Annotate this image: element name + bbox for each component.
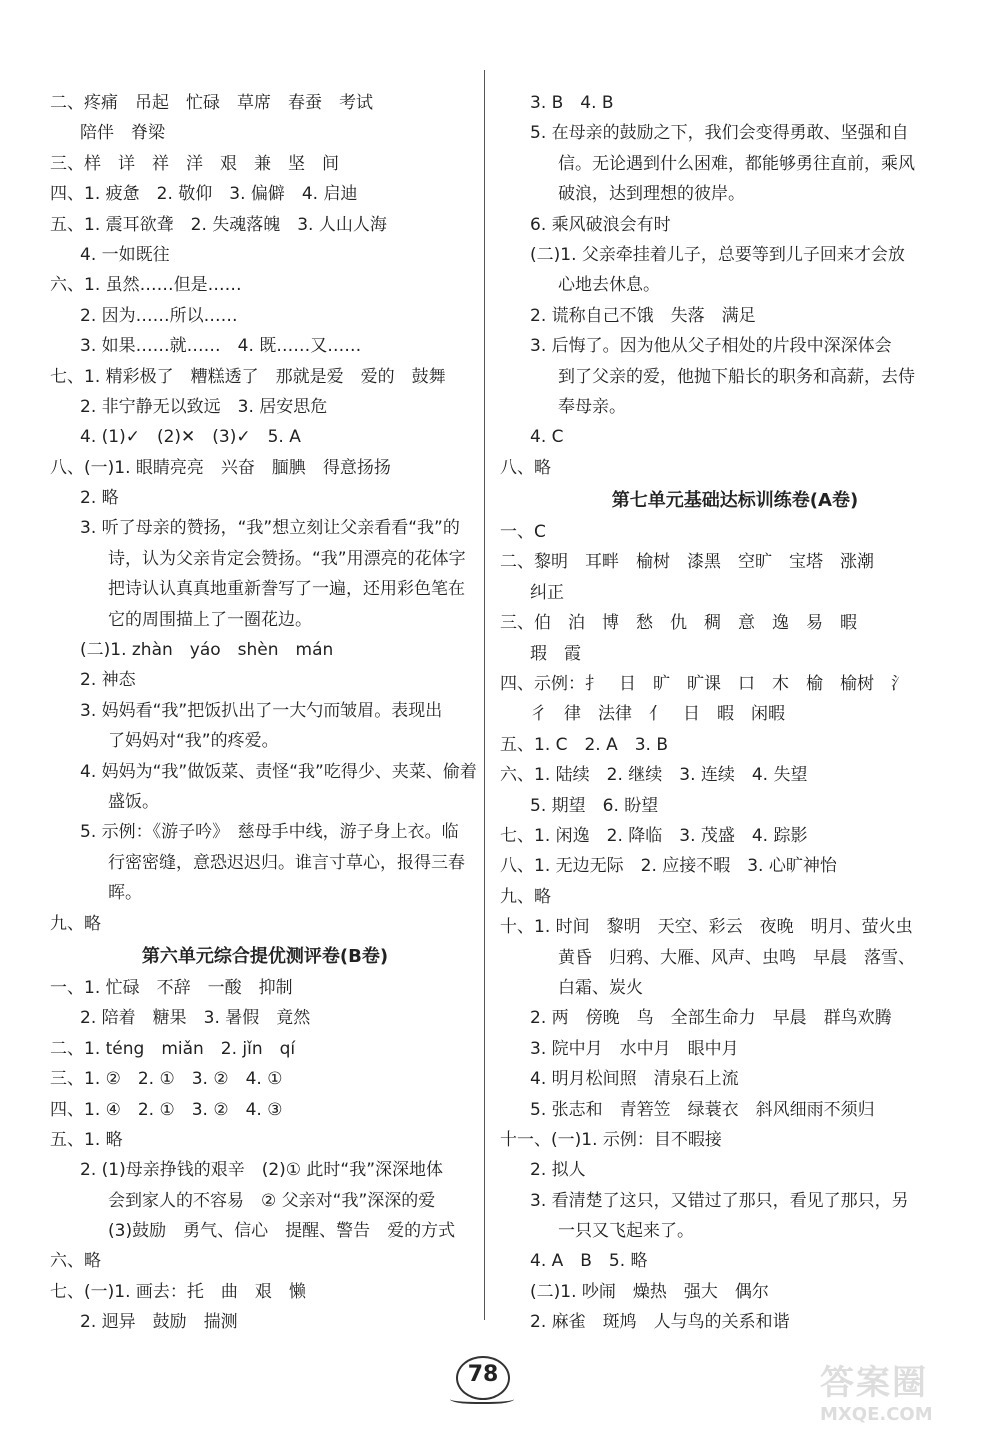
answer-line: 6. 乘风破浪会有时 (530, 214, 671, 235)
answer-line: 九、略 (50, 913, 101, 934)
answer-line: 3. 后悔了。因为他从父子相处的片段中深深体会 (530, 336, 892, 357)
answer-line: 晖。 (108, 883, 142, 904)
answer-line: 八、1. 无边无际 2. 应接不暇 3. 心旷神怡 (500, 856, 837, 877)
answer-line: 3. 院中月 水中月 眼中月 (530, 1038, 739, 1059)
answer-line: 2. 陪着 糖果 3. 暑假 竟然 (80, 1008, 311, 1029)
answer-line: 五、1. 震耳欲聋 2. 失魂落魄 3. 人山人海 (50, 214, 387, 235)
watermark (820, 1355, 985, 1435)
answer-line: 纠正 (530, 582, 564, 603)
page-number: 78 (467, 1362, 499, 1387)
answer-line: 二、1. téng miǎn 2. jǐn qí (50, 1038, 296, 1059)
right-column (500, 88, 970, 1338)
answer-line: 3. B 4. B (530, 93, 614, 113)
answer-line: 把诗认认真真地重新誊写了一遍，还用彩色笔在 (108, 579, 465, 600)
answer-line: 彳 律 法律 亻 日 暇 闲暇 (530, 704, 785, 725)
answer-line: 四、示例：扌 日 旷 旷课 口 木 榆 榆树 氵 (500, 674, 908, 695)
answer-line: 五、1. 略 (50, 1129, 123, 1150)
answer-line: 2. 略 (80, 488, 119, 509)
answer-line: 盛饭。 (108, 791, 159, 812)
answer-line: 奉母亲。 (558, 396, 626, 417)
answer-line: 3. 如果……就…… 4. 既……又…… (80, 336, 362, 357)
answer-line: 2. 因为……所以…… (80, 305, 238, 326)
answer-line: 四、1. ④ 2. ① 3. ② 4. ③ (50, 1099, 283, 1120)
answer-line: (二)1. zhàn yáo shèn mán (80, 640, 334, 661)
answer-line: 信。无论遇到什么困难，都能够勇往直前，乘风 (558, 153, 915, 174)
left-column (50, 88, 480, 1338)
answer-line: 八、略 (500, 457, 551, 478)
watermark-logo: 答案圈 (820, 1363, 928, 1403)
answer-line: (3)鼓励 勇气、信心 提醒、警告 爱的方式 (108, 1221, 456, 1242)
answer-line: 4. A B 5. 略 (530, 1251, 648, 1272)
answer-line: 行密密缝，意恐迟迟归。谁言寸草心，报得三春 (108, 852, 465, 873)
answer-line: 4. C (530, 427, 564, 448)
answer-line: 会到家人的不容易 ② 父亲对“我”深深的爱 (108, 1190, 436, 1211)
answer-line: 六、1. 虽然……但是…… (50, 275, 242, 296)
answer-line: 十一、(一)1. 示例：目不暇接 (500, 1129, 722, 1150)
answer-line: 二、疼痛 吊起 忙碌 草席 春蚕 考试 (50, 93, 373, 113)
answer-line: 3. 妈妈看“我”把饭扒出了一大勺而皱眉。表现出 (80, 700, 443, 721)
answer-line: 2. 非宁静无以致远 3. 居安思危 (80, 396, 328, 417)
answer-line: 2. 迥异 鼓励 揣测 (80, 1312, 238, 1333)
answer-line: 三、伯 泊 博 愁 仇 稠 意 逸 易 暇 (500, 613, 857, 634)
answer-line: 4. 明月松间照 清泉石上流 (530, 1069, 739, 1090)
answer-line: (二)1. 父亲牵挂着儿子，总要等到儿子回来才会放 (530, 244, 905, 265)
answer-line: 七、(一)1. 画去：托 曲 艰 懒 (50, 1281, 306, 1302)
answer-line: 瑕 霞 (530, 643, 581, 664)
answer-line: 十、1. 时间 黎明 天空、彩云 夜晚 明月、萤火虫 (500, 917, 913, 938)
answer-line: 八、(一)1. 眼睛亮亮 兴奋 腼腆 得意扬扬 (50, 457, 391, 478)
answer-line: 一、C (500, 522, 546, 543)
answer-line: 四、1. 疲惫 2. 敬仰 3. 偏僻 4. 启迪 (50, 184, 358, 205)
answer-line: 4. (1)✓ (2)✕ (3)✓ 5. A (80, 427, 301, 448)
answer-line: 5. 期望 6. 盼望 (530, 795, 659, 816)
answer-line: 5. 示例：《游子吟》 慈母手中线，游子身上衣。临 (80, 822, 459, 843)
answer-line: 5. 张志和 青箬笠 绿蓑衣 斜风细雨不须归 (530, 1099, 875, 1120)
answer-line: 五、1. C 2. A 3. B (500, 734, 669, 755)
answer-line: 陪伴 脊梁 (80, 123, 165, 144)
answer-line: 九、略 (500, 886, 551, 907)
answer-line: 破浪，达到理想的彼岸。 (558, 184, 745, 205)
answer-line: 2. 神态 (80, 670, 136, 691)
answer-line: 心地去休息。 (558, 275, 660, 296)
answer-line: 2. 两 傍晚 鸟 全部生命力 早晨 群鸟欢腾 (530, 1008, 892, 1029)
frog-feet-icon (450, 1392, 514, 1404)
answer-line: 白霜、炭火 (558, 977, 643, 998)
answer-line: 5. 在母亲的鼓励之下，我们会变得勇敢、坚强和自 (530, 123, 909, 144)
section-heading: 第七单元基础达标训练卷(A卷) (611, 490, 859, 512)
answer-line: 4. 妈妈为“我”做饭菜、责怪“我”吃得少、夹菜、偷着 (80, 761, 477, 782)
answer-line: 2. 麻雀 斑鸠 人与鸟的关系和谐 (530, 1312, 790, 1333)
answer-line: 3. 看清楚了这只，又错过了那只，看见了那只，另 (530, 1190, 909, 1211)
answer-line: 一、1. 忙碌 不辞 一酸 抑制 (50, 977, 293, 998)
answer-line: 三、样 详 祥 洋 艰 兼 坚 间 (50, 153, 339, 174)
page-number-badge (446, 1352, 518, 1408)
answer-line: 到了父亲的爱，他抛下船长的职务和高薪，去侍 (558, 366, 915, 387)
section-heading: 第六单元综合提优测评卷(B卷) (141, 945, 389, 967)
answer-line: 2. (1)母亲挣钱的艰辛 (2)① 此时“我”深深地体 (80, 1160, 444, 1181)
answer-line: 3. 听了母亲的赞扬，“我”想立刻让父亲看看“我”的 (80, 518, 460, 539)
answer-line: 一只又飞起来了。 (558, 1221, 694, 1242)
answer-line: 六、1. 陆续 2. 继续 3. 连续 4. 失望 (500, 765, 808, 786)
answer-line: 七、1. 闲逸 2. 降临 3. 茂盛 4. 踪影 (500, 825, 808, 846)
answer-line: 二、黎明 耳畔 榆树 漆黑 空旷 宝塔 涨潮 (500, 552, 874, 573)
answer-line: 黄昏 归鸦、大雁、风声、虫鸣 早晨 落雪、 (558, 947, 915, 968)
answer-line: 三、1. ② 2. ① 3. ② 4. ① (50, 1069, 283, 1090)
answer-line: 了妈妈对“我”的疼爱。 (108, 731, 279, 752)
answer-line: 4. 一如既往 (80, 244, 170, 265)
answer-line: (二)1. 吵闹 燥热 强大 偶尔 (530, 1281, 769, 1302)
answer-line: 诗，认为父亲肯定会赞扬。“我”用漂亮的花体字 (108, 548, 466, 569)
answer-line: 2. 拟人 (530, 1160, 586, 1181)
answer-line: 六、略 (50, 1251, 101, 1272)
column-divider (484, 70, 485, 1320)
answer-line: 七、1. 精彩极了 糟糕透了 那就是爱 爱的 鼓舞 (50, 366, 446, 387)
answer-line: 2. 谎称自己不饿 失落 满足 (530, 305, 756, 326)
watermark-url: MXQE.COM (820, 1404, 933, 1425)
answer-line: 它的周围描上了一圈花边。 (108, 609, 312, 630)
